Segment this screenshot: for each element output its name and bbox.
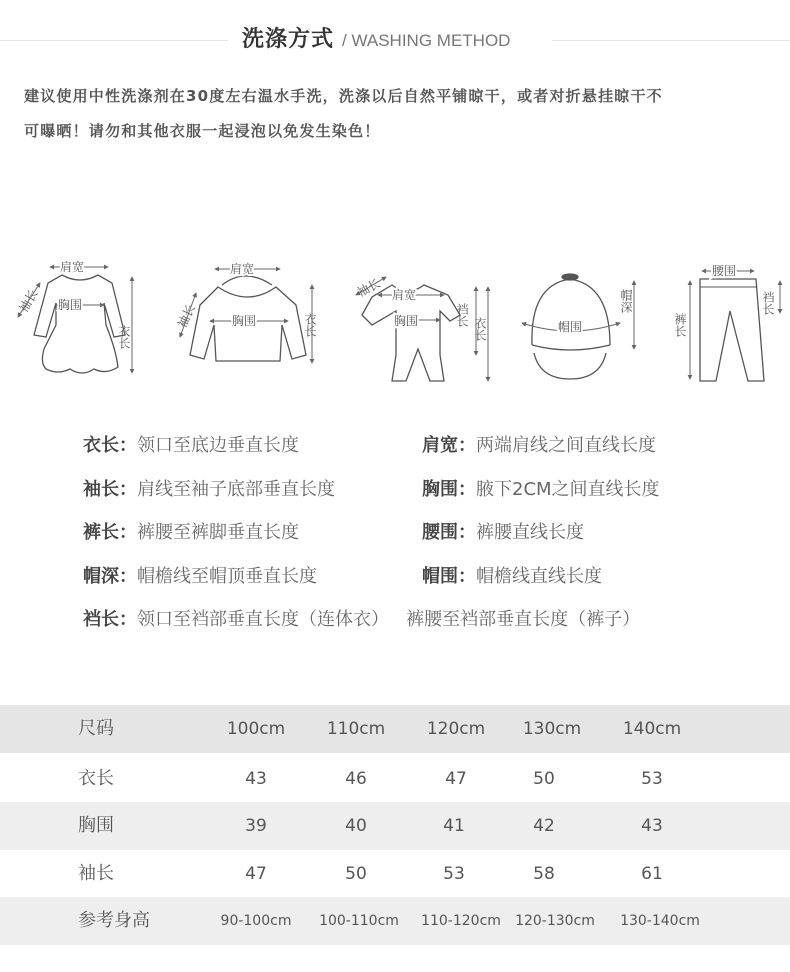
dress-length-label: 衣长 [117,325,131,349]
cap-circumference-label: 帽围 [558,320,583,334]
pants-length-label: 裤长 [673,313,687,337]
hoodie-shoulder-label: 肩宽 [230,262,255,276]
table-cell: 50 [345,864,367,884]
hoodie-length-label: 衣长 [303,313,317,337]
table-cell: 47 [445,769,467,789]
table-header-cell: 尺码 [78,718,114,739]
definition-jiankuan: 肩宽：两端肩线之间直线长度 [422,435,656,456]
definition-xiongwei: 胸围：腋下2CM之间直线长度 [422,479,660,500]
table-cell: 53 [443,864,465,884]
romper-illustration [356,277,488,381]
romper-shoulder-label: 肩宽 [392,288,417,302]
table-cell: 39 [245,816,267,836]
page-title [242,22,510,58]
definition-maowei: 帽围：帽檐线直线长度 [422,566,602,587]
table-row [0,897,790,945]
romper-crotch-label: 裆长 [455,303,469,327]
table-header-cell: 130cm [522,719,582,739]
table-cell: 100-110cm [319,913,399,929]
definition-yaowei: 腰围：裤腰直线长度 [422,522,584,543]
table-row-label: 袖长 [78,863,114,884]
definition-dangchang: 裆长：领口至裆部垂直长度（连体衣） 裤腰至裆部垂直长度（裤子） [83,609,641,630]
definition-yichang: 衣长：领口至底边垂直长度 [83,435,299,456]
hoodie-chest-label: 胸围 [232,314,257,328]
intro-line-1: 建议使用中性洗涤剂在30度左右温水手洗，洗涤以后自然平铺晾干，或者对折悬挂晾干不 [24,87,663,105]
romper-chest-label: 胸围 [394,314,419,328]
dress-sleeve-label: 袖长 [16,287,41,315]
table-header-cell: 120cm [426,719,486,739]
dress-shoulder-label: 肩宽 [60,260,85,274]
table-cell: 41 [443,816,465,836]
measurement-illustrations [0,245,790,395]
table-cell: 46 [345,769,367,789]
table-row-label: 衣长 [78,768,114,789]
table-cell: 43 [245,769,267,789]
romper-sleeve-label: 袖长 [354,276,383,300]
table-header-row [0,705,790,753]
table-header-cell: 100cm [226,719,286,739]
table-row-label: 参考身高 [78,910,150,931]
pants-waist-label: 腰围 [712,264,737,278]
definition-kuchang: 裤长：裤腰至裤脚垂直长度 [83,522,299,543]
table-cell: 50 [533,769,555,789]
intro-line-2: 可曝晒！请勿和其他衣服一起浸泡以免发生染色！ [24,122,381,140]
title-chinese: 洗涤方式 [242,27,335,52]
title-english: / WASHING METHOD [342,31,511,50]
table-cell: 58 [533,864,555,884]
cap-depth-label: 帽深 [619,289,633,313]
table-cell: 120-130cm [515,913,595,929]
title-rule-left [0,40,228,41]
table-row [0,755,790,803]
table-cell: 110-120cm [421,913,501,929]
table-cell: 43 [641,816,663,836]
table-cell: 90-100cm [220,913,292,929]
table-cell: 47 [245,864,267,884]
romper-length-label: 衣长 [473,317,487,341]
table-header-cell: 140cm [622,719,682,739]
definition-maoshen: 帽深：帽檐线至帽顶垂直长度 [83,566,317,587]
pants-illustration [690,271,780,381]
dress-chest-label: 胸围 [58,298,83,312]
definition-xiuchang: 袖长：肩线至袖子底部垂直长度 [83,479,335,500]
table-row [0,802,790,850]
table-header-cell: 110cm [326,719,386,739]
table-row [0,850,790,898]
pants-crotch-label: 裆长 [761,291,775,315]
table-cell: 130-140cm [620,913,700,929]
dress-illustration [18,267,132,373]
table-cell: 61 [641,864,663,884]
title-rule-right [552,40,790,41]
hoodie-sleeve-label: 袖长 [175,302,198,331]
table-cell: 40 [345,816,367,836]
table-cell: 53 [641,769,663,789]
table-row-label: 胸围 [78,815,114,836]
table-cell: 42 [533,816,555,836]
